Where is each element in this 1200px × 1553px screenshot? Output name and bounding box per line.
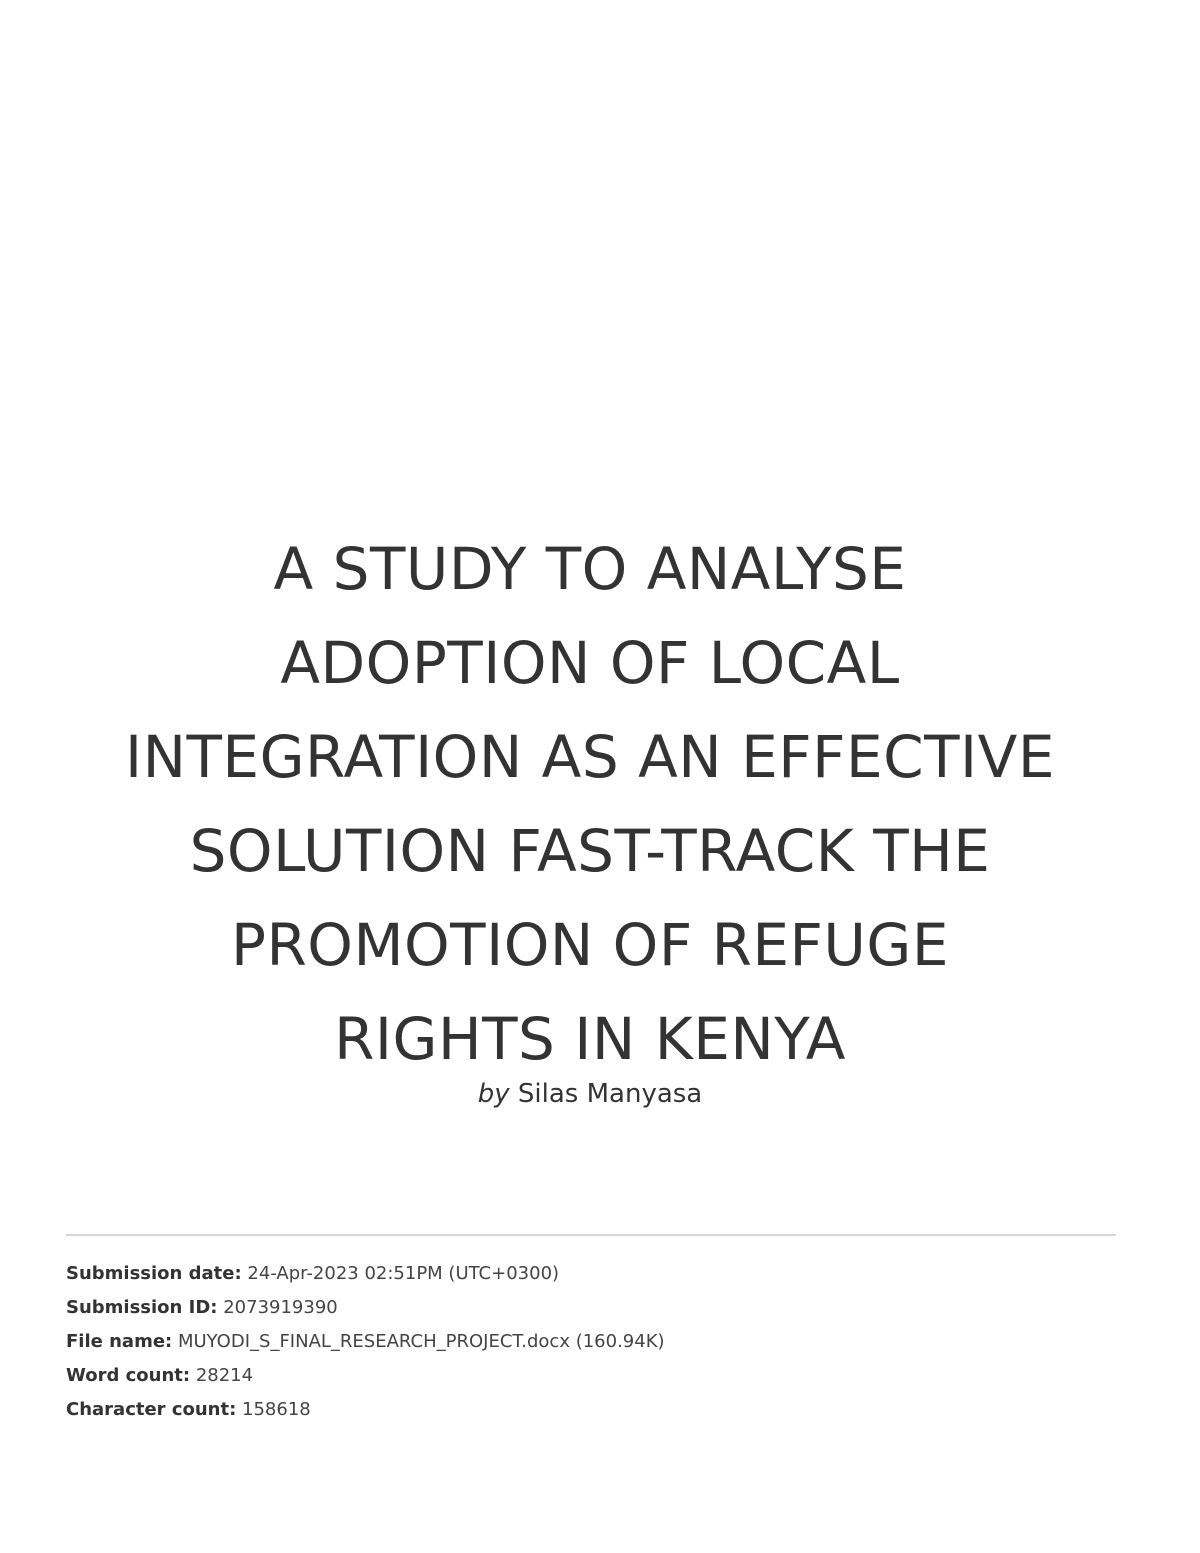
meta-label: Submission date:	[66, 1263, 242, 1284]
meta-row-submission-id	[66, 1296, 1116, 1330]
document-title	[40, 522, 1140, 1086]
author-name: Silas Manyasa	[517, 1079, 703, 1109]
meta-row-word-count	[66, 1364, 1116, 1398]
meta-row-character-count	[66, 1398, 1116, 1432]
meta-label: Submission ID:	[66, 1297, 218, 1318]
meta-label: Character count:	[66, 1399, 237, 1420]
divider	[66, 1234, 1116, 1236]
title-line: INTEGRATION AS AN EFFECTIVE	[125, 723, 1055, 791]
submission-metadata	[66, 1262, 1116, 1432]
meta-label: File name:	[66, 1331, 173, 1352]
title-line: PROMOTION OF REFUGE	[231, 911, 949, 979]
meta-row-file-name	[66, 1330, 1116, 1364]
meta-value: 24-Apr-2023 02:51PM (UTC+0300)	[247, 1263, 560, 1284]
author-byline	[40, 1077, 1140, 1111]
title-line: A STUDY TO ANALYSE	[273, 535, 907, 603]
meta-label: Word count:	[66, 1365, 191, 1386]
byline-prefix: by	[477, 1079, 510, 1109]
meta-value: 28214	[195, 1365, 254, 1386]
meta-row-submission-date	[66, 1262, 1116, 1296]
meta-value: 2073919390	[223, 1297, 338, 1318]
title-line: SOLUTION FAST-TRACK THE	[189, 817, 991, 885]
title-line: ADOPTION OF LOCAL	[280, 629, 900, 697]
meta-value: MUYODI_S_FINAL_RESEARCH_PROJECT.docx (160.94K)	[177, 1331, 665, 1352]
title-line: RIGHTS IN KENYA	[334, 1005, 846, 1073]
meta-value: 158618	[242, 1399, 311, 1420]
